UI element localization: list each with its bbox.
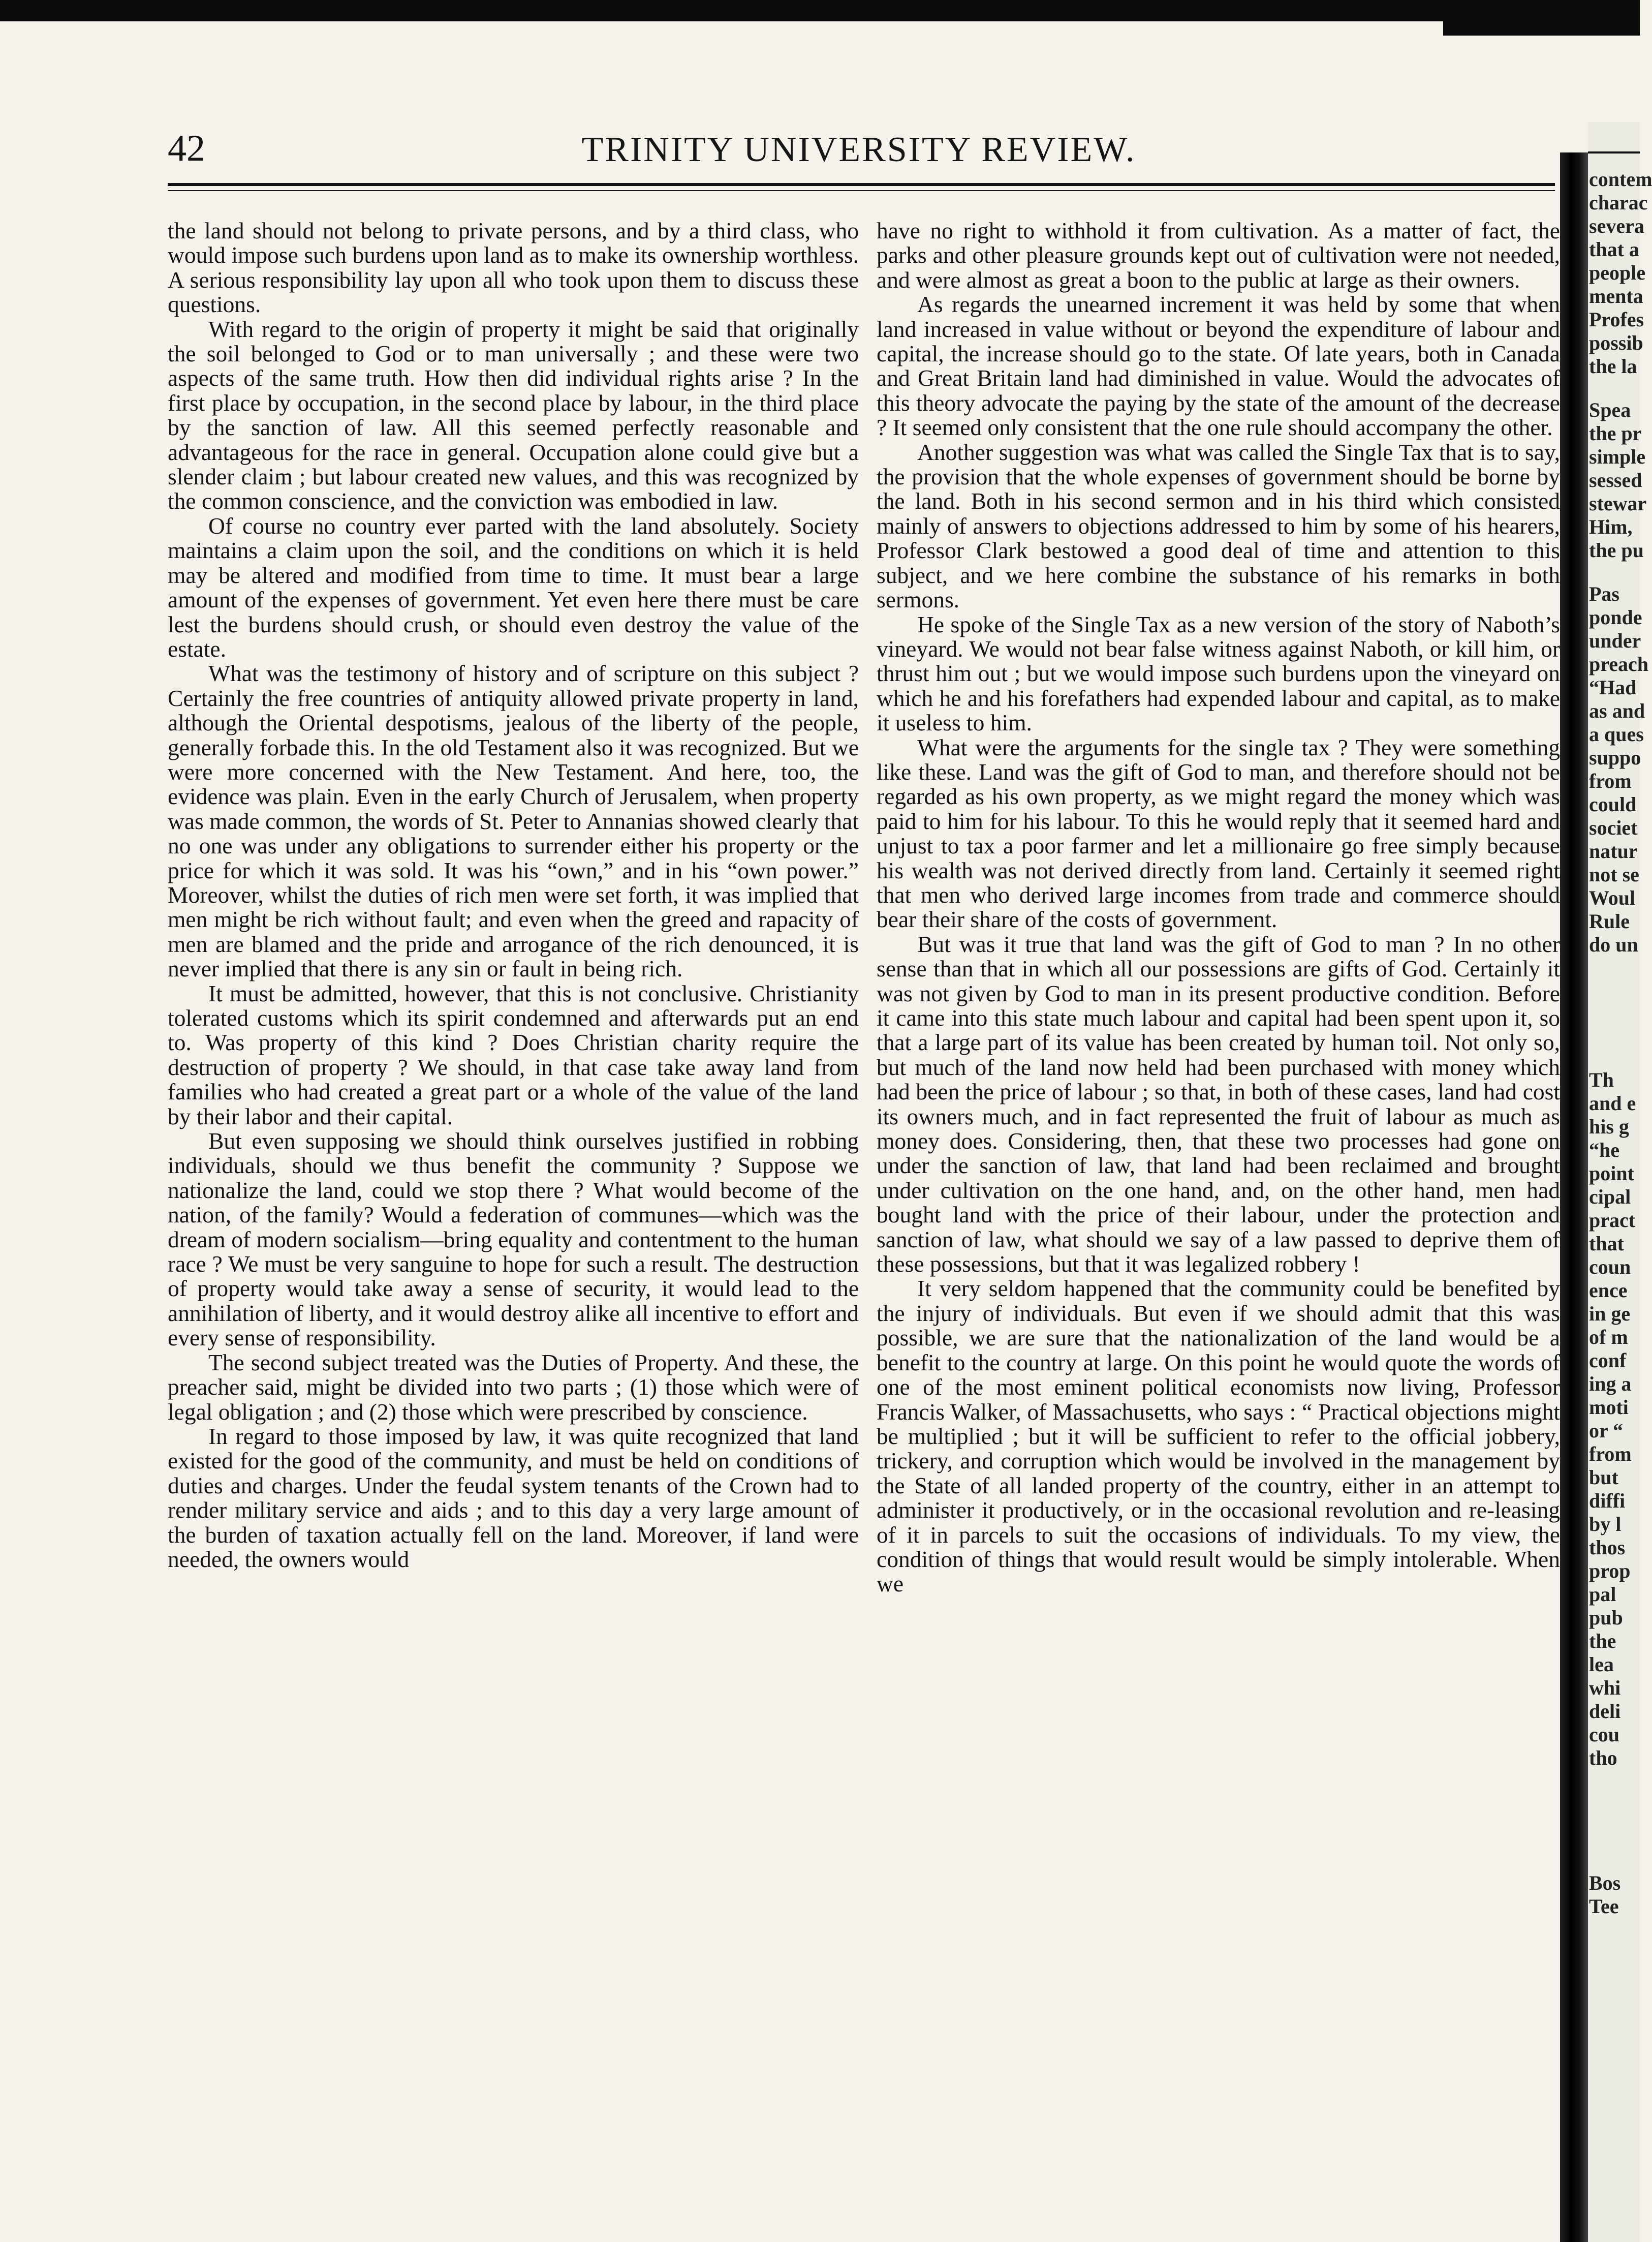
paragraph: But even supposing we should think ourselves justified in robbing individuals, should we thus benefit the community ? Suppose we nationalize the land, could we stop there ? What would become of the nation, of the family? Would a federation of communes—which was the dream of modern socialism—bring equality and contentment to the human race ? We must be very sanguine to hope for such a result. The destruction of property would take away a sense of security, it would lead to the annihilation of liberty, and it would destroy alike all incentive to effort and every sense of responsibility. (168, 1128, 859, 1351)
adjacent-page-fragment: natur (1589, 840, 1638, 863)
adjacent-page-fragment: pal (1589, 1583, 1616, 1606)
adjacent-page-fragment: the la (1589, 355, 1637, 378)
page-header (168, 114, 1550, 191)
adjacent-page-strip (1588, 122, 1652, 2242)
adjacent-page-fragment: and e (1589, 1092, 1636, 1115)
paragraph: It very seldom happened that the community could be benefited by the injury of individuals. But even if we should admit that this was possible, we are sure that the nationalization of the land would be a benefit to the country at large. On this point he would quote the words of one of the most eminent political economists now living, Professor Francis Walker, of Massachusetts, who says : “ Practical objections might be multiplied ; but it will be sufficient to refer to the official jobbery, trickery, and corruption which would be involved in the management by the State of all landed property of the country, either in an attempt to administer it productively, or in the occasional revolution and re-leasing of it in parcels to suit the occasions of individuals. To my view, the condition of things that would result would be simply intolerable. When we (877, 1275, 1560, 1597)
adjacent-page-fragment: contem (1589, 168, 1652, 191)
scan-top-right-border (1443, 0, 1640, 36)
adjacent-page-fragment: that (1589, 1232, 1624, 1255)
adjacent-page-fragment: Him, (1589, 515, 1633, 538)
adjacent-page-fragment: of m (1589, 1326, 1628, 1348)
adjacent-page-rule (1588, 151, 1640, 153)
adjacent-page-fragment: cipal (1589, 1185, 1631, 1208)
journal-title: TRINITY UNIVERSITY REVIEW. (581, 130, 1136, 169)
adjacent-page-fragment: moti (1589, 1396, 1629, 1419)
paragraph: The second subject treated was the Duties of Property. And these, the preacher said, might be divided into two parts ; (1) those which were of legal obligation ; and (2) those which were prescribed by conscience. (168, 1349, 859, 1425)
adjacent-page-fragment: Th (1589, 1068, 1614, 1091)
adjacent-page-fragment: lea (1589, 1653, 1614, 1676)
adjacent-page-fragment: coun (1589, 1255, 1631, 1278)
right-column (877, 219, 1560, 1596)
paragraph: the land should not belong to private persons, and by a third class, who would impose such burdens upon land as to make its ownership worthless. A serious responsibility lay upon all who took upon them to discuss these questions. (168, 218, 859, 318)
adjacent-page-fragment: from (1589, 770, 1632, 792)
adjacent-page-fragment: prop (1589, 1559, 1631, 1582)
adjacent-page-fragment: the pr (1589, 422, 1642, 445)
adjacent-page-fragment: the (1589, 1630, 1616, 1652)
adjacent-page-fragment: ponde (1589, 606, 1642, 629)
scan-top-border (0, 0, 1640, 21)
adjacent-page-fragment: Bos (1589, 1871, 1621, 1894)
adjacent-page-fragment: that a (1589, 238, 1639, 261)
adjacent-page-fragment: by l (1589, 1513, 1622, 1535)
page-binding-edge (1560, 152, 1588, 2242)
adjacent-page-fragment: diffi (1589, 1489, 1626, 1512)
adjacent-page-fragment: his g (1589, 1115, 1629, 1138)
paragraph: What were the arguments for the single tax ? They were something like these. Land was the gift of God to man, and therefore should not be regarded as his own property, as we might regard the money which was paid to him for his labour. To this he would reply that it seemed hard and unjust to tax a poor farmer and let a millionaire go free simply because his wealth was not derived directly from land. Certainly it seemed right that men who derived large incomes from trade and commerce should bear their share of the costs of government. (877, 734, 1560, 933)
adjacent-page-fragment: as and (1589, 699, 1645, 722)
adjacent-page-fragment: in ge (1589, 1302, 1631, 1325)
adjacent-page-fragment: “he (1589, 1139, 1619, 1161)
page-number: 42 (168, 128, 205, 169)
adjacent-page-fragment: sessed (1589, 469, 1642, 492)
adjacent-page-fragment: pub (1589, 1606, 1623, 1629)
paragraph: Another suggestion was what was called the Single Tax that is to say, the provision that the whole expenses of government should be borne by the land. Both in his second sermon and in his third which consisted mainly of answers to objections addressed to him by some of his hearers, Professor Clark bestowed a good deal of time and attention to this subject, and we here combine the substance of his remarks in both sermons. (877, 439, 1560, 613)
adjacent-page-fragment: “Had (1589, 676, 1637, 699)
adjacent-page-fragment: deli (1589, 1700, 1621, 1723)
adjacent-page-fragment: Spea (1589, 398, 1631, 421)
header-rule-thin (168, 190, 1555, 191)
adjacent-page-fragment: Pas (1589, 582, 1619, 605)
adjacent-page-fragment: or “ (1589, 1419, 1624, 1442)
paragraph: have no right to withhold it from cultivation. As a matter of fact, the parks and other pleasure grounds kept out of cultivation were not needed, and were almost as great a boon to the public at large as their owners. (877, 218, 1560, 293)
adjacent-page-fragment: possib (1589, 331, 1643, 354)
adjacent-page-fragment: tho (1589, 1746, 1617, 1769)
paragraph: Of course no country ever parted with the land absolutely. Society maintains a claim upon the soil, and the conditions on which it is held may be altered and modified from time to time. It must bear a large amount of the expenses of government. Yet even here there must be care lest the burdens should crush, or should even destroy the value of the estate. (168, 512, 859, 662)
header-rule-thick (168, 183, 1555, 186)
paragraph: As regards the unearned increment it was held by some that when land increased in value without or beyond the expenditure of labour and capital, the increase should go to the state. Of late years, both in Canada and Great Britain land had diminished in value. Would the advocates of this theory advocate the paying by the state of the amount of the decrease ? It seemed only consistent that the one rule should accompany the other. (877, 291, 1560, 441)
paragraph: It must be admitted, however, that this is not conclusive. Christianity tolerated customs which its spirit condemned and afterwards put an end to. Was property of this kind ? Does Christian charity require the destruction of property ? We should, in that case take away land from families who had created a great part or a whole of the value of the land by their labor and their capital. (168, 980, 859, 1129)
adjacent-page-fragment: preach (1589, 653, 1649, 675)
adjacent-page-fragment: ence (1589, 1279, 1628, 1302)
adjacent-page-fragment: a ques (1589, 723, 1644, 746)
adjacent-page-fragment: Woul (1589, 886, 1636, 909)
adjacent-page-fragment: the pu (1589, 539, 1644, 562)
adjacent-page-fragment: whi (1589, 1676, 1621, 1699)
adjacent-page-fragment: stewar (1589, 492, 1647, 515)
adjacent-page-fragment: people (1589, 261, 1646, 284)
paragraph: He spoke of the Single Tax as a new version of the story of Naboth’s vineyard. We would not bear false witness against Naboth, or kill him, or thrust him out ; but we would impose such burdens upon the vineyard on which he and his forefathers had expended labour and capital, as to make it useless to him. (877, 611, 1560, 736)
adjacent-page-fragment: Profes (1589, 308, 1644, 331)
adjacent-page-fragment: charac (1589, 191, 1648, 214)
adjacent-page-fragment: menta (1589, 285, 1643, 308)
adjacent-page-fragment: conf (1589, 1349, 1627, 1372)
adjacent-page-fragment: societ (1589, 816, 1638, 839)
adjacent-page-fragment: not se (1589, 863, 1639, 886)
adjacent-page-fragment: Rule (1589, 910, 1630, 933)
paragraph: But was it true that land was the gift of God to man ? In no other sense than that in which all our possessions are gifts of God. Certainly it was not given by God to man in its present productive condition. Before it came into this state much labour and capital had been spent upon it, so that a large part of its value has been created by human toil. Not only so, but much of the land now held had been purchased with money which had been the price of labour ; so that, in both of these cases, land had cost its owners much, and in fact represented the fruit of labour as much as money does. Considering, then, that these two processes had gone on under the sanction of law, that land had been reclaimed and brought under cultivation on the one hand, and, on the other hand, men had bought land with the price of their labour, under the protection and sanction of law, what should we say of a law passed to deprive them of these possessions, but that it was legalized robbery ! (877, 931, 1560, 1277)
adjacent-page-fragment: do un (1589, 933, 1638, 956)
adjacent-page-fragment: from (1589, 1442, 1632, 1465)
adjacent-page-fragment: under (1589, 629, 1641, 652)
adjacent-page-fragment: thos (1589, 1536, 1626, 1559)
adjacent-page-fragment: pract (1589, 1209, 1636, 1232)
adjacent-page-fragment: but (1589, 1466, 1618, 1489)
adjacent-page-fragment: simple (1589, 445, 1646, 468)
left-column (168, 219, 859, 1572)
adjacent-page-fragment: severa (1589, 214, 1644, 237)
adjacent-page-fragment: could (1589, 793, 1637, 816)
adjacent-page-fragment: point (1589, 1162, 1634, 1185)
paragraph: In regard to those imposed by law, it was quite recognized that land existed for the good of the community, and must be held on conditions of duties and charges. Under the feudal system tenants of the Crown had to render military service and aids ; and to this day a very large amount of the burden of taxation actually fell on the land. Moreover, if land were needed, the owners would (168, 1423, 859, 1572)
adjacent-page-fragment: cou (1589, 1723, 1619, 1746)
paragraph: With regard to the origin of property it might be said that originally the soil belonged to God or to man universally ; and these were two aspects of the same truth. How then did individual rights arise ? In the first place by occupation, in the second place by labour, in the third place by the sanction of law. All this seemed perfectly reasonable and advantageous for the race in general. Occupation alone could give but a slender claim ; but labour created new values, and this was recognized by the common conscience, and the conviction was embodied in law. (168, 316, 859, 514)
paragraph: What was the testimony of history and of scripture on this subject ? Certainly the free countries of antiquity allowed private property in land, although the Oriental despotisms, jealous of the liberty of the people, generally forbade this. In the old Testament also it was recognized. But we were more concerned with the New Testament. And here, too, the evidence was plain. Even in the early Church of Jerusalem, when property was made common, the words of St. Peter to Annanias showed clearly that no one was under any obligations to surrender either his property or the price for which it was sold. It was his “own,” and in his “own power.” Moreover, whilst the duties of rich men were set forth, it was implied that men might be rich without fault; and even when the greed and rapacity of men are blamed and the pride and arrogance of the rich denounced, it is never implied that there is any sin or fault in being rich. (168, 660, 859, 982)
adjacent-page-fragment: Tee (1589, 1895, 1619, 1918)
adjacent-page-fragment: suppo (1589, 746, 1641, 769)
adjacent-page-fragment: ing a (1589, 1372, 1632, 1395)
